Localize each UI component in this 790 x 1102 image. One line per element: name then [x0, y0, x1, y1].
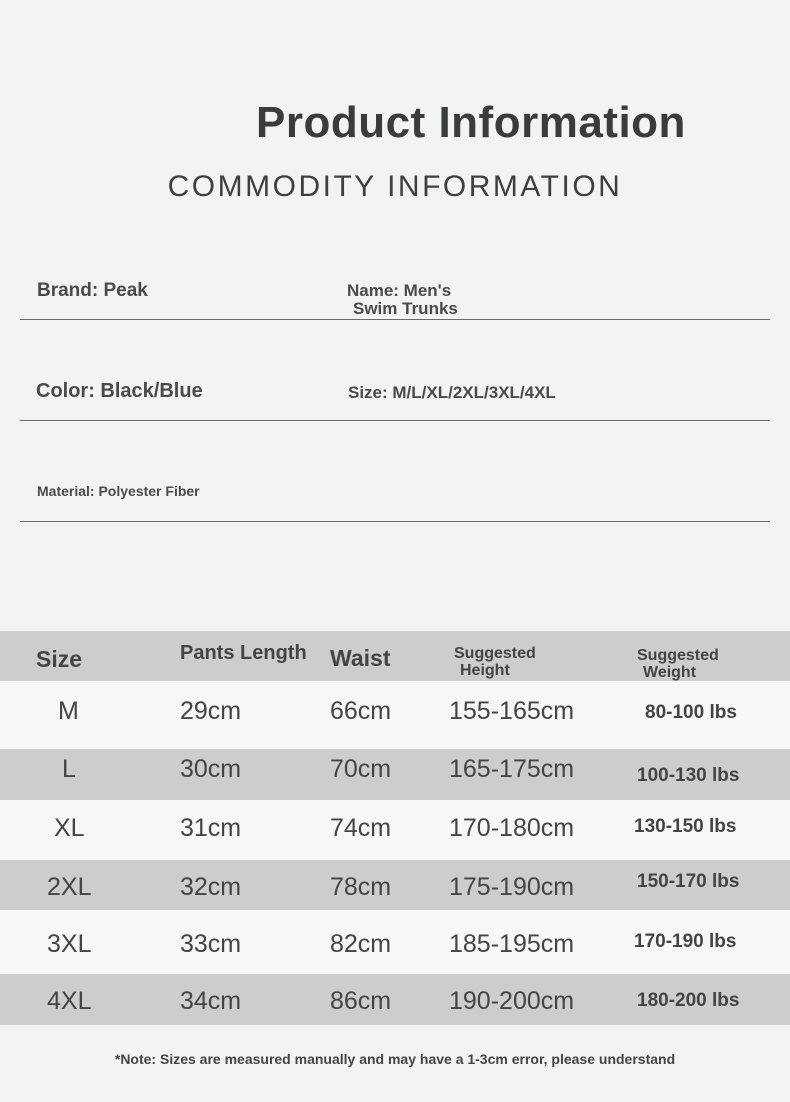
table-row: [0, 800, 790, 860]
cell-size: M: [58, 697, 79, 725]
size-text: Size: M/L/XL/2XL/3XL/4XL: [348, 383, 556, 402]
cell-height: 170-180cm: [449, 814, 575, 842]
table-row: [0, 681, 790, 749]
cell-pants-length: 33cm: [180, 930, 242, 958]
cell-height: 165-175cm: [449, 755, 575, 783]
cell-pants-length: 31cm: [180, 814, 242, 842]
name-line-2: Swim Trunks: [353, 298, 458, 318]
cell-height: 185-195cm: [449, 930, 575, 958]
material-text: Material: Polyester Fiber: [37, 483, 200, 499]
table-row: [0, 974, 790, 1025]
cell-waist: 74cm: [330, 814, 392, 842]
divider-3: [20, 521, 770, 522]
brand-text: Brand: Peak: [37, 280, 148, 301]
cell-weight: 130-150 lbs: [634, 816, 737, 837]
table-header-row: [0, 631, 790, 681]
table-row: [0, 910, 790, 974]
cell-waist: 82cm: [330, 930, 392, 958]
table-row: [0, 749, 790, 800]
cell-weight: 80-100 lbs: [645, 702, 737, 723]
cell-weight: 170-190 lbs: [634, 931, 737, 952]
header-waist: Waist: [330, 645, 391, 671]
cell-waist: 66cm: [330, 697, 392, 725]
cell-pants-length: 34cm: [180, 987, 242, 1015]
cell-size: 4XL: [47, 987, 92, 1015]
page-subtitle: COMMODITY INFORMATION: [167, 170, 623, 203]
size-note: *Note: Sizes are measured manually and may have a 1-3cm error, please understand: [114, 1051, 676, 1067]
divider-2: [20, 420, 770, 421]
header-height: [454, 645, 536, 679]
cell-waist: 86cm: [330, 987, 392, 1015]
cell-pants-length: 32cm: [180, 873, 242, 901]
name-line-1: Name: Men's: [347, 281, 452, 300]
header-weight-line-2: Weight: [643, 664, 697, 681]
color-text: Color: Black/Blue: [36, 380, 203, 402]
header-pants-length: Pants Length: [180, 642, 307, 664]
cell-height: 175-190cm: [449, 873, 575, 901]
header-height-line-2: Height: [460, 662, 510, 679]
table-row: [0, 860, 790, 910]
name-text: [347, 282, 458, 318]
cell-size: XL: [54, 814, 85, 842]
cell-pants-length: 30cm: [180, 755, 242, 783]
cell-size: L: [62, 755, 76, 783]
header-weight: [637, 647, 719, 681]
cell-weight: 150-170 lbs: [637, 871, 740, 892]
cell-weight: 100-130 lbs: [637, 765, 740, 786]
cell-weight: 180-200 lbs: [637, 990, 740, 1011]
cell-height: 190-200cm: [449, 987, 575, 1015]
cell-size: 3XL: [47, 930, 92, 958]
page-title: Product Information: [256, 98, 686, 147]
header-height-line-1: Suggested: [454, 645, 536, 662]
header-size: Size: [36, 646, 83, 672]
cell-waist: 70cm: [330, 755, 392, 783]
header-weight-line-1: Suggested: [637, 647, 719, 664]
cell-pants-length: 29cm: [180, 697, 242, 725]
cell-waist: 78cm: [330, 873, 392, 901]
divider-1: [20, 319, 770, 320]
cell-height: 155-165cm: [449, 697, 575, 725]
cell-size: 2XL: [47, 873, 92, 901]
